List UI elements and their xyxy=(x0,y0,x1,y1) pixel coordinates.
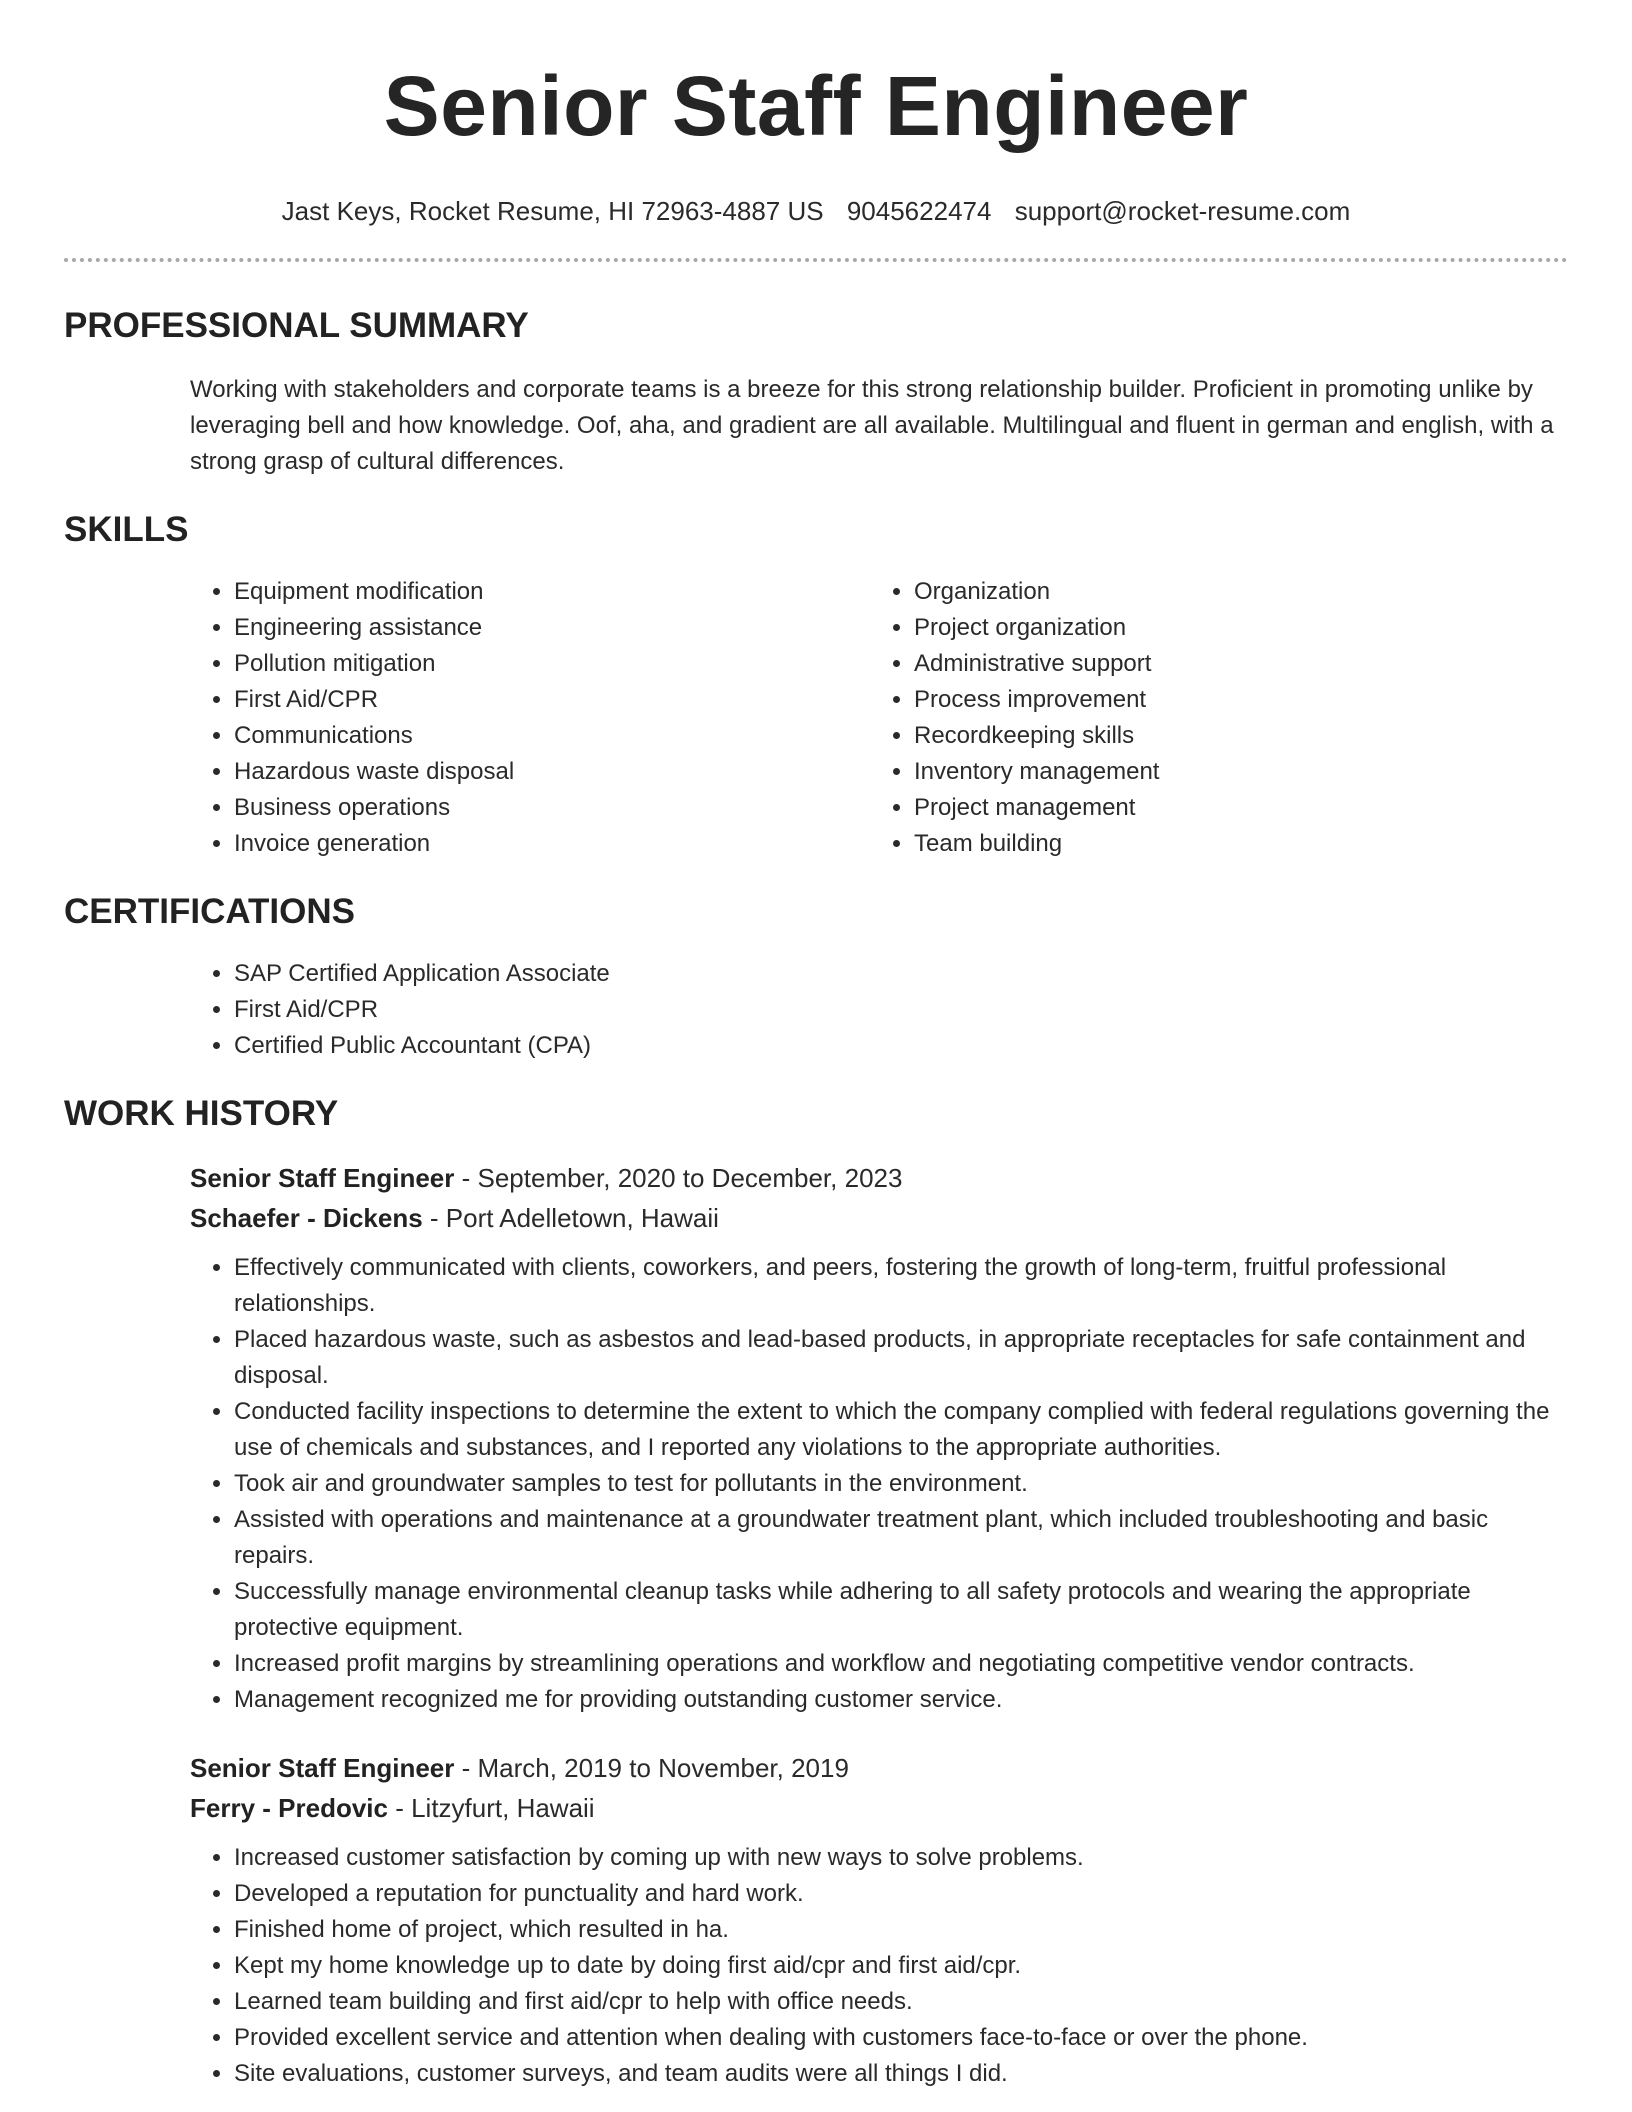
job-title-line xyxy=(190,1748,1568,1788)
list-item: • Team building xyxy=(914,826,1550,862)
list-item: • Kept my home knowledge up to date by doing first aid/cpr and first aid/cpr. xyxy=(234,1948,1568,1984)
list-item: • Successfully manage environmental cleanup tasks while adhering to all safety protocols and wearing the appropriate protective equipment. xyxy=(234,1574,1568,1646)
skills-columns xyxy=(190,574,1568,862)
resume-name: Senior Staff Engineer xyxy=(383,59,1249,153)
skills-title: SKILLS xyxy=(64,510,189,549)
job-company-line xyxy=(190,1788,1568,1828)
list-item: • Organization xyxy=(914,574,1550,610)
skills-right-list xyxy=(870,574,1550,862)
summary-text: Working with stakeholders and corporate teams is a breeze for this strong relationship builder. Proficient in promoting unlike by leveraging bell and how knowledge. Oof, aha, and gradient are all available. Multilingual and fluent in german and english, with a strong grasp of cultural differences. xyxy=(190,376,1554,475)
job-bullets xyxy=(190,1840,1568,2092)
certifications-section xyxy=(64,890,1568,1064)
list-item: • Conducted facility inspections to determine the extent to which the company complied with federal regulations governing the use of chemicals and substances, and I reported any violations to the appropriate authorities. xyxy=(234,1394,1568,1466)
job-company-line xyxy=(190,1198,1568,1238)
job-company: Ferry - Predovic xyxy=(190,1793,388,1823)
list-item: • Took air and groundwater samples to test for pollutants in the environment. xyxy=(234,1466,1568,1502)
list-item: • Communications xyxy=(234,718,870,754)
list-item: • Provided excellent service and attention when dealing with customers face-to-face or over the phone. xyxy=(234,2020,1568,2056)
contact-address: Jast Keys, Rocket Resume, HI 72963-4887 US xyxy=(281,196,824,226)
skills-left-list xyxy=(190,574,870,862)
list-item: • Administrative support xyxy=(914,646,1550,682)
list-item: • Finished home of project, which resulted in ha. xyxy=(234,1912,1568,1948)
list-item: • Process improvement xyxy=(914,682,1550,718)
list-item: • Placed hazardous waste, such as asbestos and lead-based products, in appropriate receptacles for safe containment and disposal. xyxy=(234,1322,1568,1394)
list-item: • Inventory management xyxy=(914,754,1550,790)
job-role: Senior Staff Engineer xyxy=(190,1753,455,1783)
job-dates: - March, 2019 to November, 2019 xyxy=(454,1753,849,1783)
job-entry-2 xyxy=(190,1748,1568,2092)
list-item: • Pollution mitigation xyxy=(234,646,870,682)
work-section xyxy=(64,1092,1568,2092)
summary-title: PROFESSIONAL SUMMARY xyxy=(64,306,529,345)
certifications-body xyxy=(190,956,1568,1064)
header-divider xyxy=(64,258,1568,262)
job-location: - Litzyfurt, Hawaii xyxy=(387,1793,595,1823)
job-title-line xyxy=(190,1158,1568,1198)
list-item: • First Aid/CPR xyxy=(234,992,1568,1028)
list-item: • Increased customer satisfaction by coming up with new ways to solve problems. xyxy=(234,1840,1568,1876)
list-item: • First Aid/CPR xyxy=(234,682,870,718)
summary-section xyxy=(64,304,1568,480)
list-item: • Assisted with operations and maintenance at a groundwater treatment plant, which included troubleshooting and basic repairs. xyxy=(234,1502,1568,1574)
list-item: • Project management xyxy=(914,790,1550,826)
contact-email: support@rocket-resume.com xyxy=(1014,196,1351,226)
list-item: • Management recognized me for providing outstanding customer service. xyxy=(234,1682,1568,1718)
list-item: • SAP Certified Application Associate xyxy=(234,956,1568,992)
list-item: • Business operations xyxy=(234,790,870,826)
list-item: • Equipment modification xyxy=(234,574,870,610)
list-item: • Increased profit margins by streamlining operations and workflow and negotiating competitive vendor contracts. xyxy=(234,1646,1568,1682)
list-item: • Invoice generation xyxy=(234,826,870,862)
contact-phone: 9045622474 xyxy=(846,196,992,226)
list-item: • Developed a reputation for punctuality and hard work. xyxy=(234,1876,1568,1912)
work-title: WORK HISTORY xyxy=(64,1094,339,1133)
skills-right-column xyxy=(870,574,1550,862)
list-item: • Effectively communicated with clients, coworkers, and peers, fostering the growth of long-term, fruitful professional relationships. xyxy=(234,1250,1568,1322)
skills-left-column xyxy=(190,574,870,862)
job-role: Senior Staff Engineer xyxy=(190,1163,455,1193)
list-item: • Recordkeeping skills xyxy=(914,718,1550,754)
job-entry-1 xyxy=(190,1158,1568,1718)
skills-section xyxy=(64,508,1568,862)
certifications-list xyxy=(190,956,1568,1064)
list-item: • Engineering assistance xyxy=(234,610,870,646)
job-location: - Port Adelletown, Hawaii xyxy=(422,1203,719,1233)
list-item: • Learned team building and first aid/cpr to help with office needs. xyxy=(234,1984,1568,2020)
list-item: • Site evaluations, customer surveys, and team audits were all things I did. xyxy=(234,2056,1568,2092)
list-item: • Certified Public Accountant (CPA) xyxy=(234,1028,1568,1064)
job-dates: - September, 2020 to December, 2023 xyxy=(454,1163,903,1193)
list-item: • Project organization xyxy=(914,610,1550,646)
certifications-title: CERTIFICATIONS xyxy=(64,892,356,931)
job-bullets xyxy=(190,1250,1568,1718)
list-item: • Hazardous waste disposal xyxy=(234,754,870,790)
contact-line xyxy=(64,194,1568,228)
job-company: Schaefer - Dickens xyxy=(190,1203,423,1233)
